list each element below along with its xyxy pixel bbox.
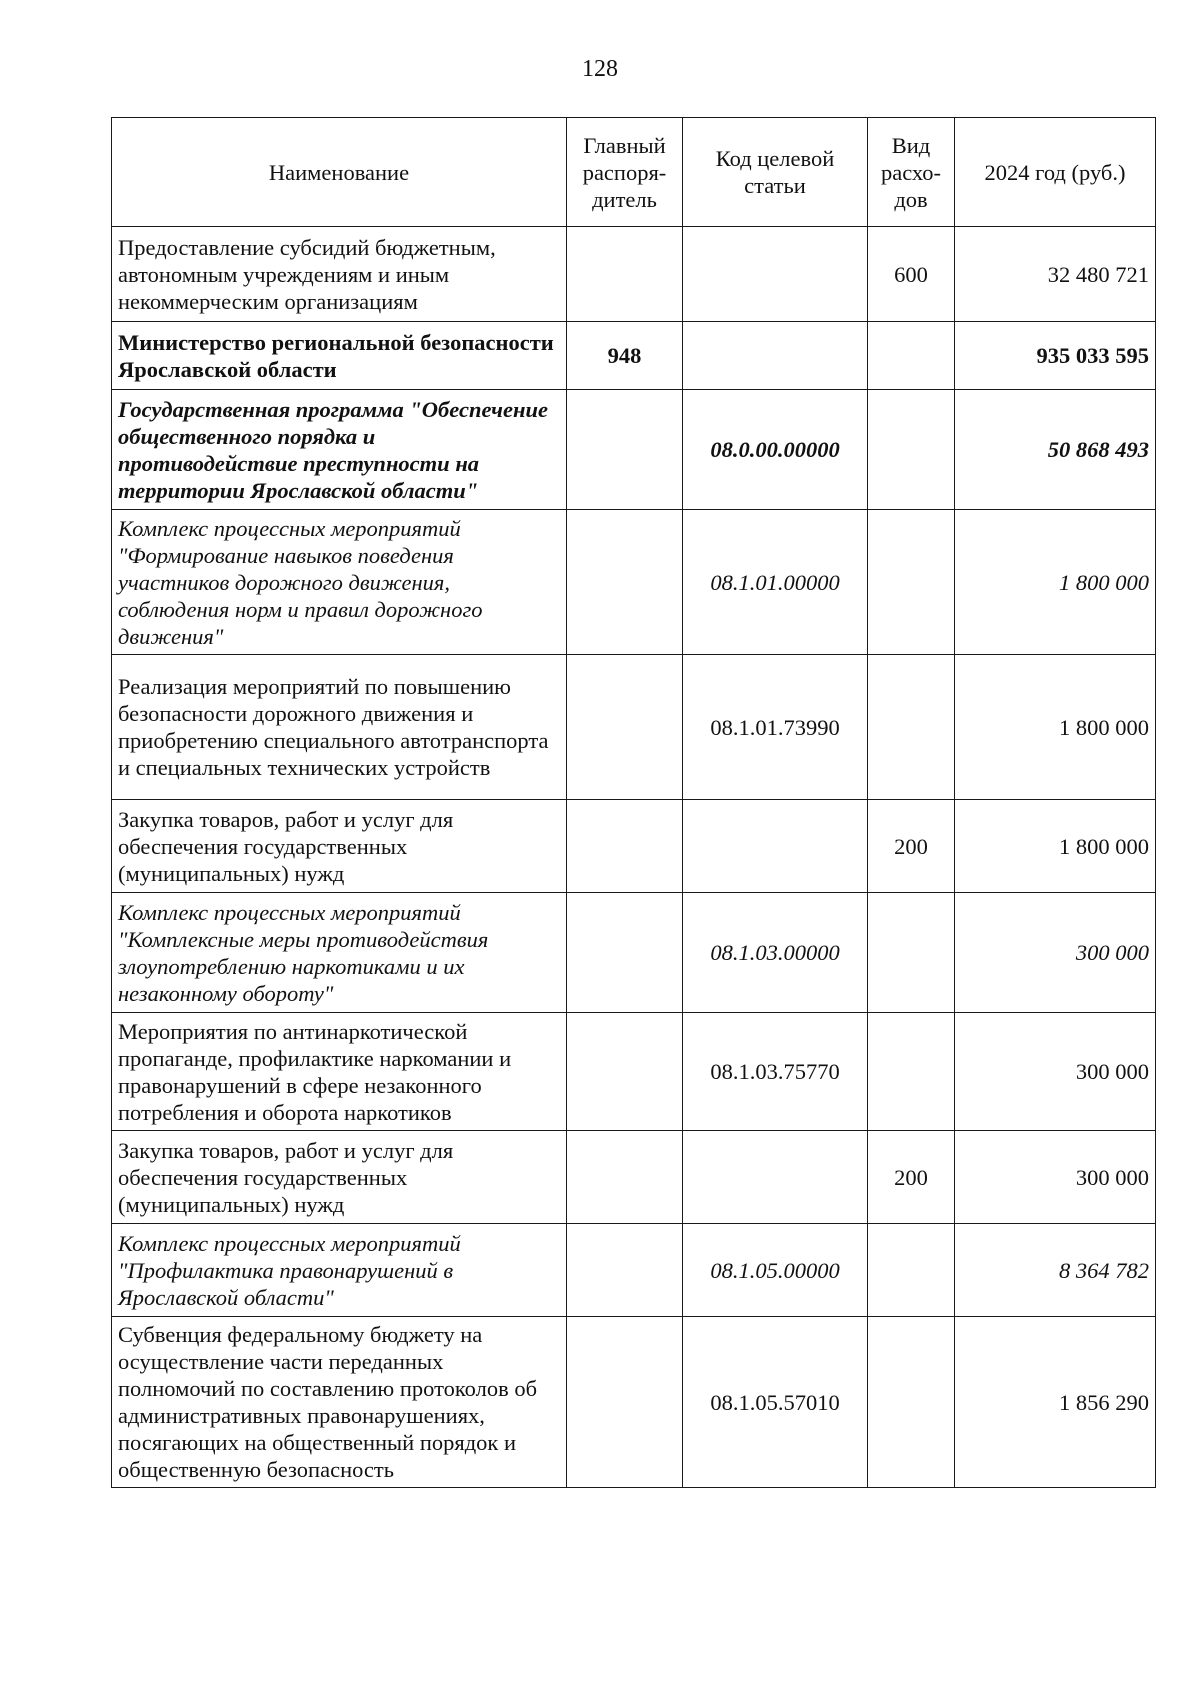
row-name-cell: Комплекс процессных мероприятий "Профилактика правонарушений в Ярославской области" [112, 1224, 567, 1317]
table-header-row [112, 118, 1156, 227]
row-kod-cell: 08.1.01.73990 [683, 655, 868, 800]
row-vid-cell [868, 893, 955, 1013]
row-sum-cell: 1 800 000 [955, 800, 1156, 893]
table-row [112, 893, 1156, 1013]
row-glav-cell [567, 227, 683, 322]
row-name-cell: Комплекс процессных мероприятий "Комплексные меры противодействия злоупотреблению наркотиками и их незаконному обороту" [112, 893, 567, 1013]
row-kod-cell [683, 1131, 868, 1224]
row-vid-cell [868, 655, 955, 800]
table-row [112, 510, 1156, 655]
row-name-cell: Мероприятия по антинаркотической пропаганде, профилактике наркомании и правонарушений в сфере незаконного потребления и оборота наркотиков [112, 1013, 567, 1131]
header-name: Наименование [112, 118, 567, 227]
header-kod-tselevoy-stati: Код целевой статьи [683, 118, 868, 227]
row-sum-cell: 32 480 721 [955, 227, 1156, 322]
header-amount-2024: 2024 год (руб.) [955, 118, 1156, 227]
row-name-cell: Комплекс процессных мероприятий "Формирование навыков поведения участников дорожного движения, соблюдения норм и правил дорожного движения" [112, 510, 567, 655]
row-kod-cell: 08.0.00.00000 [683, 390, 868, 510]
row-sum-cell: 50 868 493 [955, 390, 1156, 510]
row-kod-cell: 08.1.03.75770 [683, 1013, 868, 1131]
table-row [112, 390, 1156, 510]
row-sum-cell: 300 000 [955, 893, 1156, 1013]
row-glav-cell [567, 1317, 683, 1488]
row-sum-cell: 300 000 [955, 1131, 1156, 1224]
row-sum-cell: 935 033 595 [955, 322, 1156, 390]
header-glavny-rasporyaditel: Главный распоря-дитель [567, 118, 683, 227]
row-name-cell: Предоставление субсидий бюджетным, автономным учреждениям и иным некоммерческим организациям [112, 227, 567, 322]
table-row [112, 1013, 1156, 1131]
row-glav-cell [567, 1013, 683, 1131]
row-kod-cell: 08.1.05.00000 [683, 1224, 868, 1317]
table-row [112, 1224, 1156, 1317]
row-glav-cell [567, 800, 683, 893]
table-row [112, 655, 1156, 800]
row-name-cell: Министерство региональной безопасности Ярославской области [112, 322, 567, 390]
row-sum-cell: 300 000 [955, 1013, 1156, 1131]
row-name-cell: Государственная программа "Обеспечение общественного порядка и противодействие преступности на территории Ярославской области" [112, 390, 567, 510]
row-name-cell: Реализация мероприятий по повышению безопасности дорожного движения и приобретению специального автотранспорта и специальных технических устройств [112, 655, 567, 800]
table-row [112, 227, 1156, 322]
row-sum-cell: 1 800 000 [955, 510, 1156, 655]
row-glav-cell [567, 390, 683, 510]
table-row [112, 322, 1156, 390]
row-sum-cell: 1 800 000 [955, 655, 1156, 800]
row-kod-cell [683, 800, 868, 893]
row-vid-cell [868, 1317, 955, 1488]
row-name-cell: Субвенция федеральному бюджету на осуществление части переданных полномочий по составлению протоколов об административных правонарушениях, посягающих на общественный порядок и общественную безопасность [112, 1317, 567, 1488]
row-vid-cell [868, 1224, 955, 1317]
row-vid-cell: 200 [868, 800, 955, 893]
budget-table [111, 117, 1156, 1488]
row-glav-cell [567, 655, 683, 800]
row-glav-cell: 948 [567, 322, 683, 390]
row-name-cell: Закупка товаров, работ и услуг для обеспечения государственных (муниципальных) нужд [112, 800, 567, 893]
row-vid-cell [868, 390, 955, 510]
row-vid-cell [868, 510, 955, 655]
row-kod-cell: 08.1.03.00000 [683, 893, 868, 1013]
row-vid-cell: 600 [868, 227, 955, 322]
row-kod-cell [683, 322, 868, 390]
row-vid-cell: 200 [868, 1131, 955, 1224]
row-kod-cell [683, 227, 868, 322]
page-number: 128 [582, 56, 618, 82]
header-vid-raskhodov: Вид расхо-дов [868, 118, 955, 227]
row-sum-cell: 8 364 782 [955, 1224, 1156, 1317]
table-row [112, 1131, 1156, 1224]
table-row [112, 800, 1156, 893]
row-kod-cell: 08.1.05.57010 [683, 1317, 868, 1488]
row-glav-cell [567, 893, 683, 1013]
row-name-cell: Закупка товаров, работ и услуг для обеспечения государственных (муниципальных) нужд [112, 1131, 567, 1224]
row-vid-cell [868, 1013, 955, 1131]
row-glav-cell [567, 1224, 683, 1317]
row-glav-cell [567, 510, 683, 655]
row-sum-cell: 1 856 290 [955, 1317, 1156, 1488]
table-row [112, 1317, 1156, 1488]
row-glav-cell [567, 1131, 683, 1224]
row-vid-cell [868, 322, 955, 390]
table-body [112, 227, 1156, 1488]
row-kod-cell: 08.1.01.00000 [683, 510, 868, 655]
